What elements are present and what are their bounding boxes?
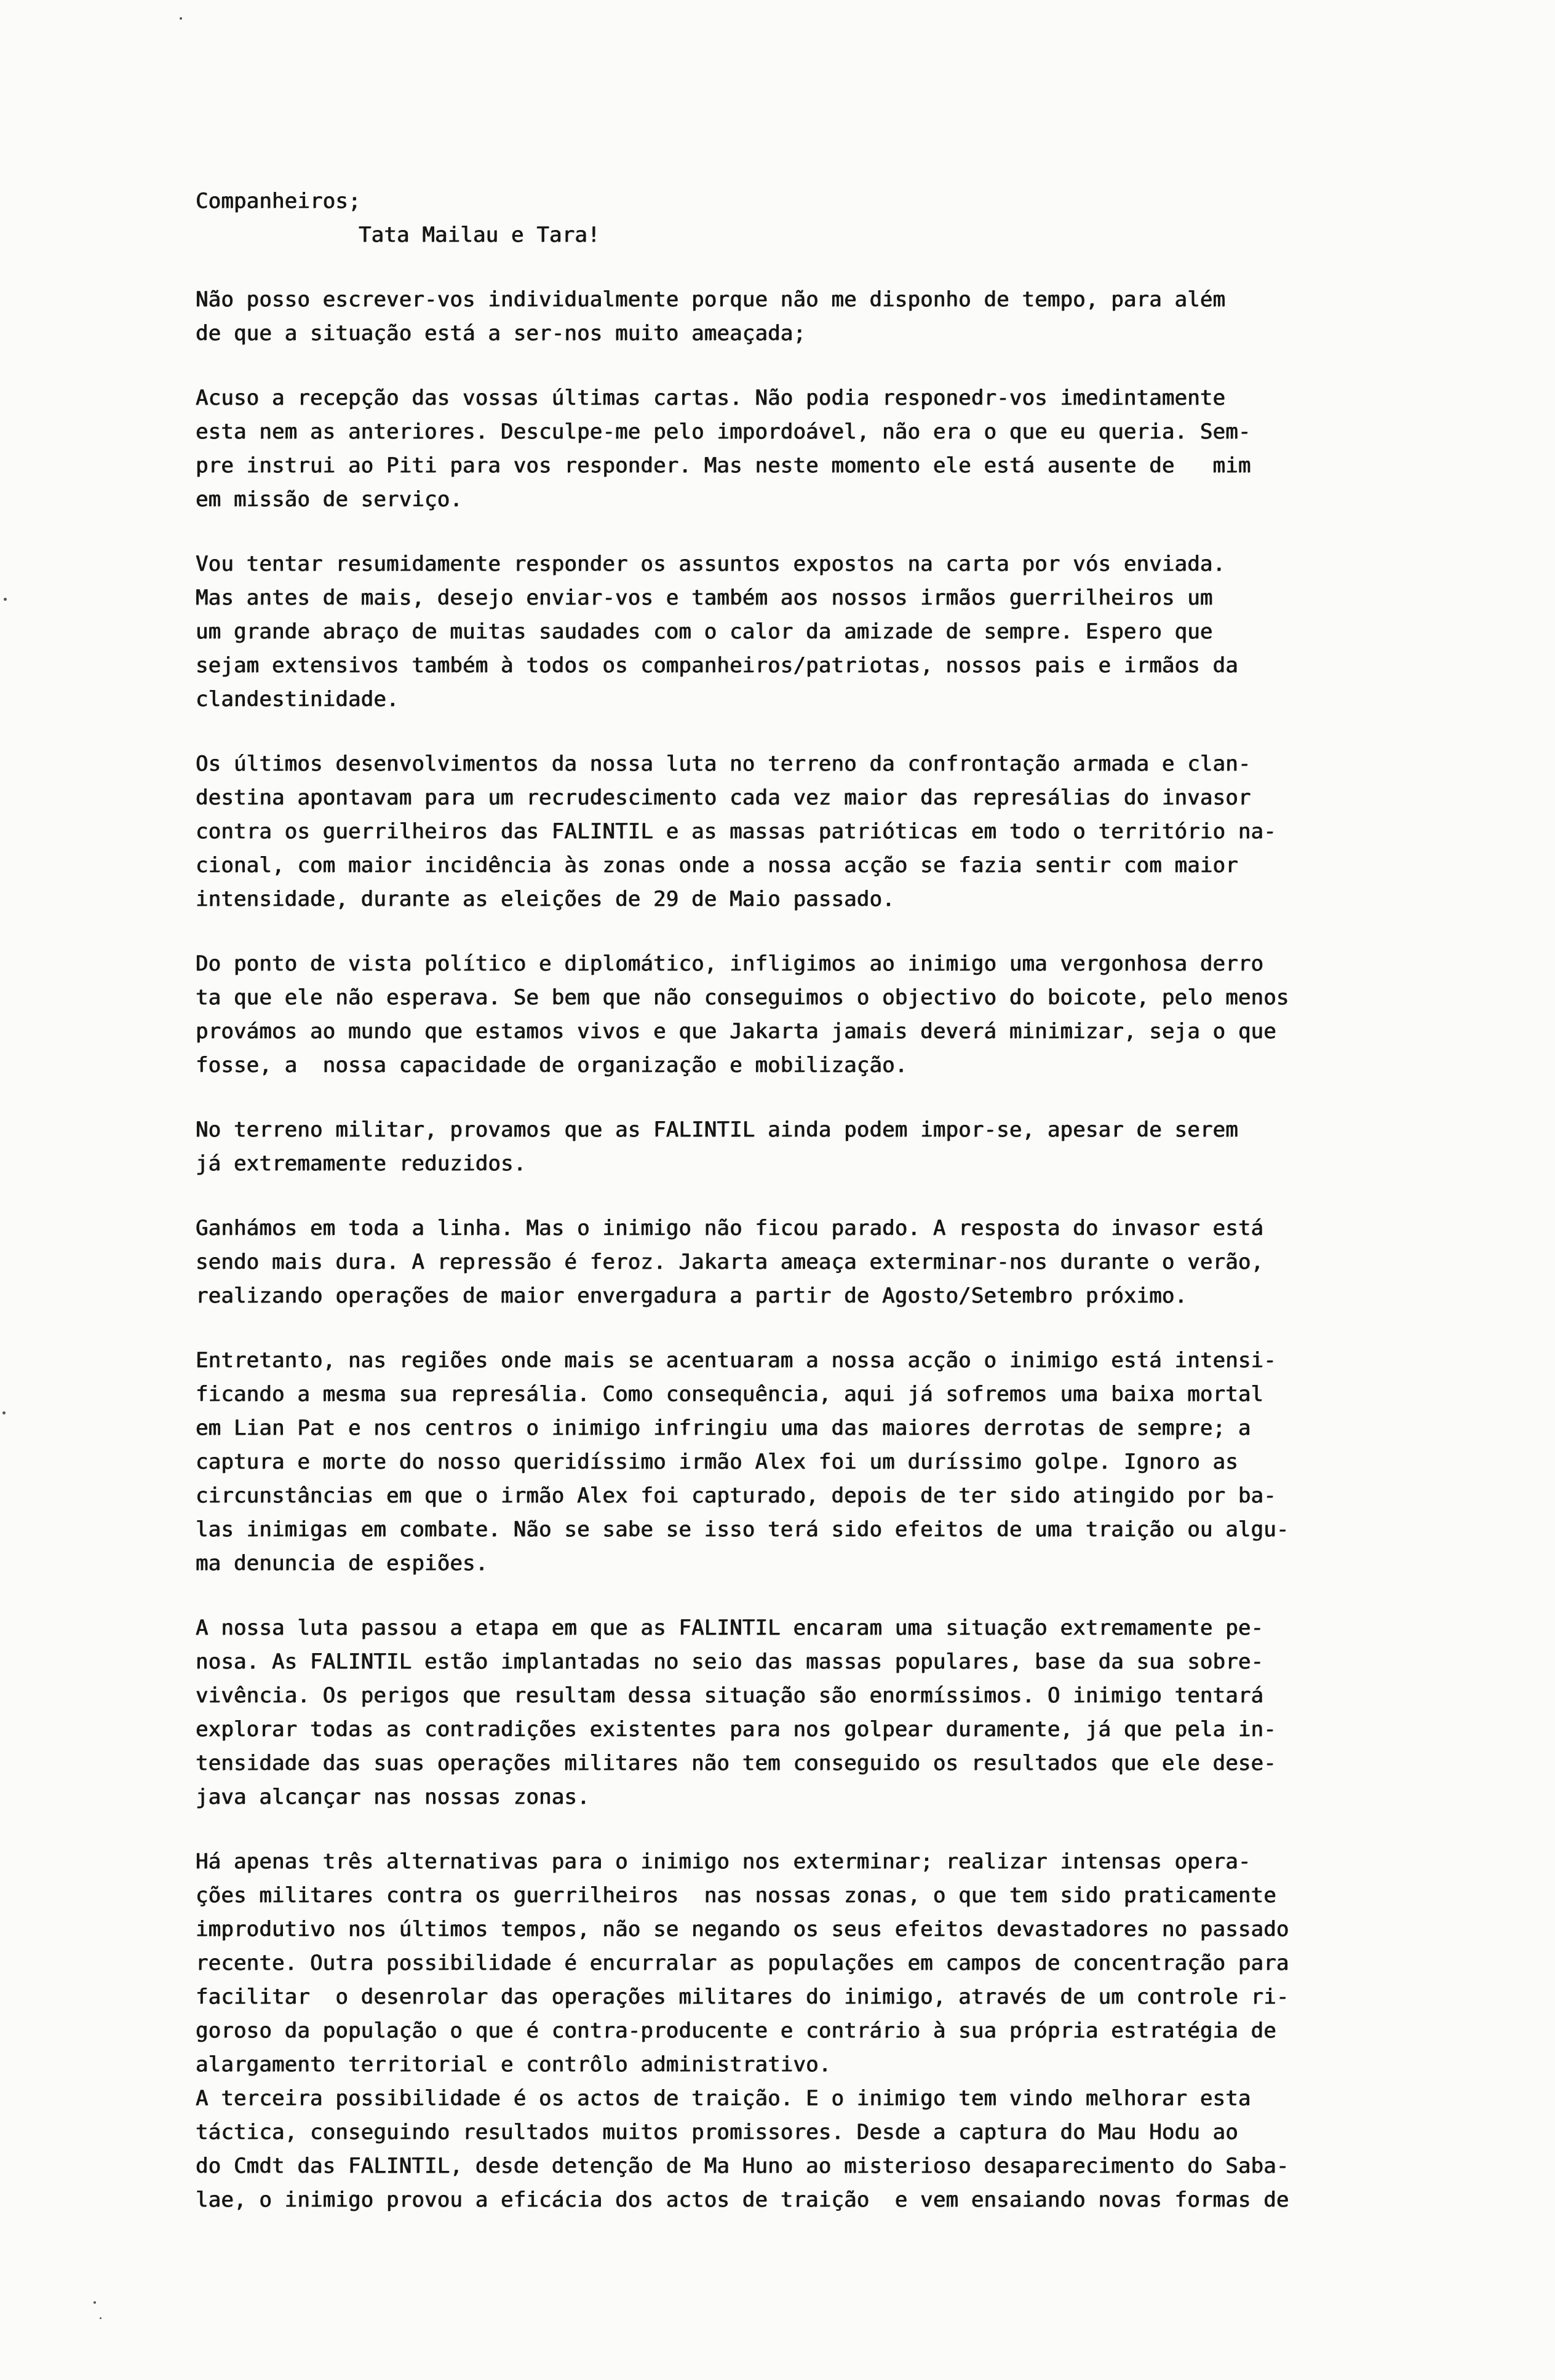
text-line: Os últimos desenvolvimentos da nossa luta no terreno da confrontação armada e clan- <box>196 752 1251 776</box>
text-line: Do ponto de vista político e diplomático, infligimos ao inimigo uma vergonhosa derro <box>196 951 1264 976</box>
paragraph-gap <box>196 1082 1506 1113</box>
text-line: lae, o inimigo provou a eficácia dos actos de traição e vem ensaiando novas formas de <box>196 2188 1289 2212</box>
text-line: captura e morte do nosso queridíssimo irmão Alex foi um duríssimo golpe. Ignoro as <box>196 1450 1238 1474</box>
text-line: Não posso escrever-vos individualmente porque não me disponho de tempo, para além <box>196 287 1226 312</box>
text-line: provámos ao mundo que estamos vivos e que Jakarta jamais deverá minimizar, seja o que <box>196 1019 1276 1044</box>
letter-addressee: Tata Mailau e Tara! <box>359 223 600 247</box>
text-line: Entretanto, nas regiões onde mais se acentuaram a nossa acção o inimigo está intensi- <box>196 1348 1276 1373</box>
paragraph-gap <box>196 1181 1506 1212</box>
paragraph-2 <box>196 381 1506 517</box>
text-line: sejam extensivos também à todos os companheiros/patriotas, nossos pais e irmãos da <box>196 653 1238 678</box>
text-line: recente. Outra possibilidade é encurralar as populações em campos de concentração para <box>196 1951 1289 1975</box>
text-line: facilitar o desenrolar das operações militares do inimigo, através de um controle ri- <box>196 1985 1289 2009</box>
text-line: Há apenas três alternativas para o inimigo nos exterminar; realizar intensas opera- <box>196 1849 1251 1874</box>
paragraph-8 <box>196 1344 1506 1581</box>
text-line: contra os guerrilheiros das FALINTIL e as massas patrióticas em todo o território na- <box>196 819 1276 844</box>
text-line: em Lian Pat e nos centros o inimigo infringiu uma das maiores derrotas de sempre; a <box>196 1416 1251 1440</box>
text-line: las inimigas em combate. Não se sabe se isso terá sido efeitos de uma traição ou algu- <box>196 1517 1289 1542</box>
paragraph-gap <box>196 351 1506 381</box>
paragraph-1 <box>196 283 1506 351</box>
paragraph-gap <box>196 252 1506 283</box>
paragraph-5 <box>196 947 1506 1082</box>
paragraph-gap <box>196 916 1506 947</box>
text-line: ma denuncia de espiões. <box>196 1551 488 1576</box>
text-line: fosse, a nossa capacidade de organização e mobilização. <box>196 1053 908 1077</box>
text-line: ficando a mesma sua represália. Como consequência, aqui já sofremos uma baixa mortal <box>196 1382 1264 1406</box>
text-line: Vou tentar resumidamente responder os assuntos expostos na carta por vós enviada. <box>196 552 1226 576</box>
paragraph-gap <box>196 716 1506 747</box>
paragraph-gap <box>196 1814 1506 1845</box>
text-line: explorar todas as contradições existentes para nos golpear duramente, já que pela in- <box>196 1717 1276 1742</box>
letter-salutation: Companheiros; <box>196 189 361 213</box>
text-line: alargamento territorial e contrôlo administrativo. <box>196 2052 832 2077</box>
text-line: já extremamente reduzidos. <box>196 1151 527 1176</box>
text-line: goroso da população o que é contra-producente e contrário à sua própria estratégia de <box>196 2018 1276 2043</box>
text-line: Ganhámos em toda a linha. Mas o inimigo não ficou parado. A resposta do invasor está <box>196 1216 1264 1240</box>
scan-speck <box>93 2301 96 2304</box>
text-line: em missão de serviço. <box>196 487 463 512</box>
text-line: intensidade, durante as eleições de 29 de Maio passado. <box>196 887 895 911</box>
text-line: nosa. As FALINTIL estão implantadas no seio das massas populares, base da sua sobre- <box>196 1649 1264 1674</box>
text-line: Acuso a recepção das vossas últimas cartas. Não podia responedr-vos imedintamente <box>196 386 1226 410</box>
paragraph-gap <box>196 517 1506 547</box>
text-line: tensidade das suas operações militares não tem conseguido os resultados que ele dese- <box>196 1751 1276 1775</box>
scan-speck <box>100 2317 101 2319</box>
scan-speck <box>2 1411 6 1414</box>
scan-speck <box>180 17 182 20</box>
text-line: pre instrui ao Piti para vos responder. Mas neste momento ele está ausente de mim <box>196 453 1251 478</box>
text-line: ções militares contra os guerrilheiros nas nossas zonas, o que tem sido praticamente <box>196 1883 1276 1908</box>
text-line: do Cmdt das FALINTIL, desde detenção de Ma Huno ao misterioso desaparecimento do Saba- <box>196 2154 1289 2178</box>
text-line: um grande abraço de muitas saudades com o calor da amizade de sempre. Espero que <box>196 619 1213 644</box>
text-line: circunstâncias em que o irmão Alex foi capturado, depois de ter sido atingido por ba- <box>196 1483 1276 1508</box>
paragraph-gap <box>196 1581 1506 1611</box>
paragraph-3 <box>196 547 1506 716</box>
text-line: java alcançar nas nossas zonas. <box>196 1785 590 1809</box>
paragraph-6 <box>196 1113 1506 1181</box>
text-line: No terreno militar, provamos que as FALINTIL ainda podem impor-se, apesar de serem <box>196 1117 1238 1142</box>
text-line: A terceira possibilidade é os actos de traição. E o inimigo tem vindo melhorar esta <box>196 2086 1251 2111</box>
text-line: táctica, conseguindo resultados muitos promissores. Desde a captura do Mau Hodu ao <box>196 2120 1238 2144</box>
text-line: Mas antes de mais, desejo enviar-vos e também aos nossos irmãos guerrilheiros um <box>196 585 1213 610</box>
text-line: vivência. Os perigos que resultam dessa situação são enormíssimos. O inimigo tentará <box>196 1683 1264 1708</box>
text-line: cional, com maior incidência às zonas onde a nossa acção se fazia sentir com maior <box>196 853 1238 878</box>
text-line: de que a situação está a ser-nos muito ameaçada; <box>196 321 806 346</box>
text-line: A nossa luta passou a etapa em que as FALINTIL encaram uma situação extremamente pe- <box>196 1616 1264 1640</box>
paragraph-10 <box>196 1845 1506 2217</box>
paragraph-7 <box>196 1212 1506 1313</box>
paragraph-gap <box>196 1313 1506 1344</box>
scan-speck <box>4 598 7 601</box>
text-line: realizando operações de maior envergadura a partir de Agosto/Setembro próximo. <box>196 1283 1188 1308</box>
text-line: destina apontavam para um recrudescimento cada vez maior das represálias do invasor <box>196 785 1251 810</box>
letter-body <box>196 184 1506 2217</box>
text-line: esta nem as anteriores. Desculpe-me pelo impordoável, não era o que eu queria. Sem- <box>196 419 1251 444</box>
paragraph-4 <box>196 747 1506 916</box>
text-line: ta que ele não esperava. Se bem que não conseguimos o objectivo do boicote, pelo menos <box>196 985 1289 1010</box>
text-line: clandestinidade. <box>196 687 399 712</box>
paragraph-9 <box>196 1611 1506 1814</box>
text-line: sendo mais dura. A repressão é feroz. Jakarta ameaça exterminar-nos durante o verão, <box>196 1250 1264 1274</box>
text-line: improdutivo nos últimos tempos, não se negando os seus efeitos devastadores no passado <box>196 1917 1289 1942</box>
